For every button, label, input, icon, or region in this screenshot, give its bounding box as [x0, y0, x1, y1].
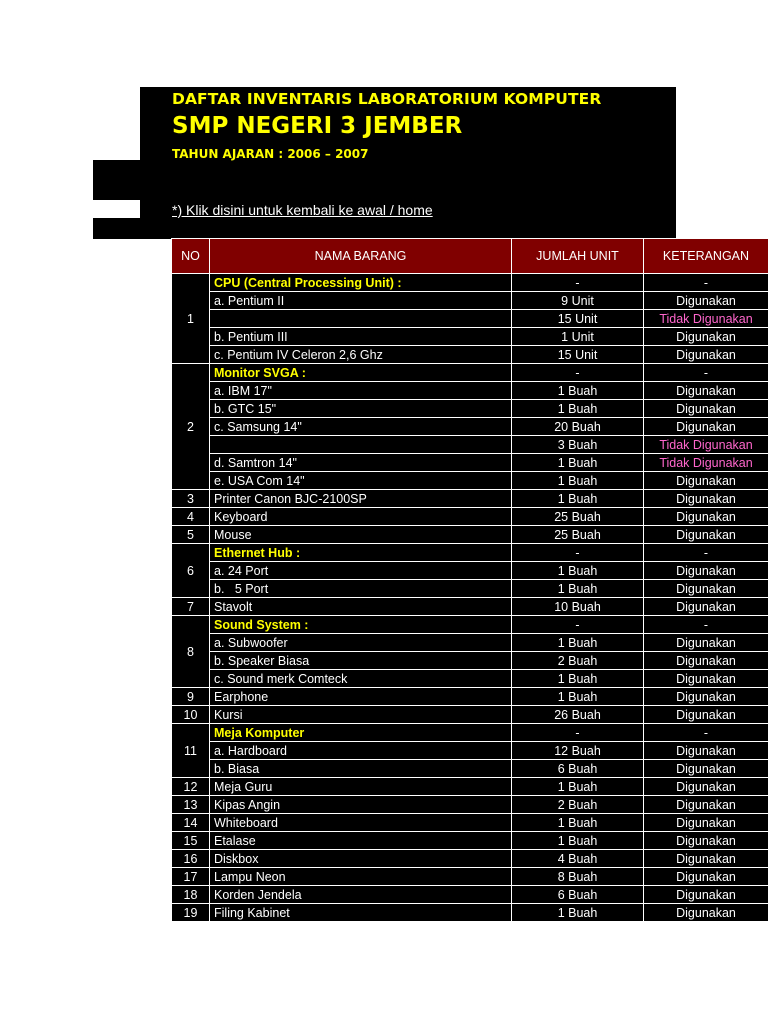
table-row [172, 400, 768, 418]
table-row [172, 472, 768, 490]
table-row [172, 760, 768, 778]
item-name: a. Subwoofer [210, 634, 512, 652]
inventory-table [171, 238, 768, 922]
item-number: 8 [172, 616, 210, 688]
item-quantity: 25 Buah [512, 508, 644, 526]
item-name: Filing Kabinet [210, 904, 512, 922]
table-row [172, 904, 768, 922]
item-quantity: 1 Buah [512, 814, 644, 832]
table-row [172, 616, 768, 634]
item-name: Keyboard [210, 508, 512, 526]
table-body [172, 274, 768, 922]
item-status: - [644, 544, 768, 562]
item-name [210, 436, 512, 454]
item-status: - [644, 616, 768, 634]
item-quantity: 6 Buah [512, 760, 644, 778]
item-number: 5 [172, 526, 210, 544]
item-name: Mouse [210, 526, 512, 544]
table-row [172, 544, 768, 562]
item-name: a. IBM 17" [210, 382, 512, 400]
item-status: Digunakan [644, 796, 768, 814]
item-quantity: 8 Buah [512, 868, 644, 886]
table-row [172, 814, 768, 832]
item-quantity: 1 Buah [512, 562, 644, 580]
item-number: 16 [172, 850, 210, 868]
item-name: b. GTC 15" [210, 400, 512, 418]
table-row [172, 454, 768, 472]
item-name: Kursi [210, 706, 512, 724]
item-status: Digunakan [644, 868, 768, 886]
table-row [172, 652, 768, 670]
column-header-no: NO [172, 239, 210, 274]
table-row [172, 670, 768, 688]
table-row [172, 418, 768, 436]
table-row [172, 562, 768, 580]
item-quantity: 15 Unit [512, 346, 644, 364]
item-status: Tidak Digunakan [644, 454, 768, 472]
item-name: e. USA Com 14" [210, 472, 512, 490]
header-background-left-block [93, 160, 143, 200]
item-quantity: 1 Buah [512, 454, 644, 472]
table-row [172, 292, 768, 310]
item-quantity: 26 Buah [512, 706, 644, 724]
item-quantity: 1 Buah [512, 472, 644, 490]
table-row [172, 580, 768, 598]
item-name: Korden Jendela [210, 886, 512, 904]
category-heading: Ethernet Hub : [210, 544, 512, 562]
item-name: Meja Guru [210, 778, 512, 796]
item-quantity: 1 Buah [512, 688, 644, 706]
item-name: Etalase [210, 832, 512, 850]
item-status: Digunakan [644, 634, 768, 652]
item-number: 1 [172, 274, 210, 364]
item-status: Digunakan [644, 814, 768, 832]
item-quantity: 10 Buah [512, 598, 644, 616]
table-row [172, 382, 768, 400]
column-header-quantity: JUMLAH UNIT [512, 239, 644, 274]
item-status: Digunakan [644, 526, 768, 544]
item-name: Earphone [210, 688, 512, 706]
item-status: Digunakan [644, 670, 768, 688]
item-status: Digunakan [644, 652, 768, 670]
item-quantity: - [512, 364, 644, 382]
item-quantity: 25 Buah [512, 526, 644, 544]
table-row [172, 706, 768, 724]
item-quantity: 2 Buah [512, 652, 644, 670]
item-number: 2 [172, 364, 210, 490]
item-quantity: 15 Unit [512, 310, 644, 328]
item-number: 10 [172, 706, 210, 724]
item-name: Whiteboard [210, 814, 512, 832]
item-name: Diskbox [210, 850, 512, 868]
table-header-row [172, 239, 768, 274]
page-title-line2: SMP NEGERI 3 JEMBER [172, 113, 463, 139]
item-quantity: 9 Unit [512, 292, 644, 310]
item-quantity: - [512, 544, 644, 562]
table-row [172, 310, 768, 328]
item-name: Printer Canon BJC-2100SP [210, 490, 512, 508]
item-name: Lampu Neon [210, 868, 512, 886]
item-quantity: 6 Buah [512, 886, 644, 904]
item-status: Digunakan [644, 778, 768, 796]
item-status: Tidak Digunakan [644, 310, 768, 328]
item-name: Kipas Angin [210, 796, 512, 814]
item-quantity: - [512, 274, 644, 292]
item-number: 15 [172, 832, 210, 850]
table-row [172, 598, 768, 616]
table-row [172, 508, 768, 526]
category-heading: Monitor SVGA : [210, 364, 512, 382]
item-quantity: 2 Buah [512, 796, 644, 814]
table-row [172, 346, 768, 364]
item-name: b. Speaker Biasa [210, 652, 512, 670]
table-row [172, 490, 768, 508]
item-number: 6 [172, 544, 210, 598]
item-name: b. Pentium III [210, 328, 512, 346]
column-header-name: NAMA BARANG [210, 239, 512, 274]
item-status: Digunakan [644, 400, 768, 418]
item-quantity: - [512, 616, 644, 634]
header-background-left-block-lower [93, 218, 143, 239]
item-status: Digunakan [644, 760, 768, 778]
item-status: - [644, 364, 768, 382]
category-heading: Meja Komputer [210, 724, 512, 742]
category-heading: CPU (Central Processing Unit) : [210, 274, 512, 292]
item-number: 3 [172, 490, 210, 508]
item-number: 18 [172, 886, 210, 904]
item-quantity: - [512, 724, 644, 742]
item-name: c. Sound merk Comteck [210, 670, 512, 688]
item-status: Digunakan [644, 706, 768, 724]
item-number: 13 [172, 796, 210, 814]
item-quantity: 1 Buah [512, 490, 644, 508]
item-quantity: 3 Buah [512, 436, 644, 454]
item-name [210, 310, 512, 328]
table-row [172, 778, 768, 796]
table-row [172, 364, 768, 382]
item-name: a. 24 Port [210, 562, 512, 580]
item-status: Digunakan [644, 490, 768, 508]
item-status: Digunakan [644, 328, 768, 346]
item-status: Digunakan [644, 850, 768, 868]
item-status: Digunakan [644, 580, 768, 598]
table-row [172, 868, 768, 886]
category-heading: Sound System : [210, 616, 512, 634]
item-status: Digunakan [644, 688, 768, 706]
item-status: Digunakan [644, 508, 768, 526]
item-number: 19 [172, 904, 210, 922]
item-number: 12 [172, 778, 210, 796]
item-quantity: 4 Buah [512, 850, 644, 868]
item-status: Digunakan [644, 382, 768, 400]
academic-year: TAHUN AJARAN : 2006 – 2007 [172, 147, 369, 161]
table-row [172, 436, 768, 454]
item-status: Digunakan [644, 418, 768, 436]
item-number: 7 [172, 598, 210, 616]
item-number: 14 [172, 814, 210, 832]
table-row [172, 850, 768, 868]
item-quantity: 1 Buah [512, 580, 644, 598]
item-name: a. Pentium II [210, 292, 512, 310]
item-status: Digunakan [644, 742, 768, 760]
item-quantity: 1 Buah [512, 670, 644, 688]
table-row [172, 274, 768, 292]
table-row [172, 742, 768, 760]
item-name: Stavolt [210, 598, 512, 616]
item-quantity: 1 Buah [512, 832, 644, 850]
item-status: Digunakan [644, 904, 768, 922]
item-number: 11 [172, 724, 210, 778]
item-status: Digunakan [644, 346, 768, 364]
item-quantity: 1 Unit [512, 328, 644, 346]
item-status: Tidak Digunakan [644, 436, 768, 454]
item-quantity: 20 Buah [512, 418, 644, 436]
item-quantity: 1 Buah [512, 382, 644, 400]
item-status: Digunakan [644, 598, 768, 616]
item-status: Digunakan [644, 832, 768, 850]
column-header-note: KETERANGAN [644, 239, 768, 274]
table-row [172, 886, 768, 904]
item-name: d. Samtron 14" [210, 454, 512, 472]
page-title-line1: DAFTAR INVENTARIS LABORATORIUM KOMPUTER [172, 90, 602, 108]
item-quantity: 12 Buah [512, 742, 644, 760]
table-row [172, 688, 768, 706]
table-row [172, 796, 768, 814]
home-link[interactable]: *) Klik disini untuk kembali ke awal / home [172, 202, 433, 218]
table-row [172, 634, 768, 652]
item-status: - [644, 274, 768, 292]
item-name: c. Pentium IV Celeron 2,6 Ghz [210, 346, 512, 364]
item-name: c. Samsung 14" [210, 418, 512, 436]
item-name: b. 5 Port [210, 580, 512, 598]
table-row [172, 832, 768, 850]
item-quantity: 1 Buah [512, 904, 644, 922]
table-row [172, 526, 768, 544]
item-status: Digunakan [644, 562, 768, 580]
item-number: 9 [172, 688, 210, 706]
item-status: Digunakan [644, 472, 768, 490]
item-quantity: 1 Buah [512, 778, 644, 796]
table-row [172, 724, 768, 742]
item-quantity: 1 Buah [512, 634, 644, 652]
item-status: Digunakan [644, 886, 768, 904]
item-status: Digunakan [644, 292, 768, 310]
item-number: 17 [172, 868, 210, 886]
item-status: - [644, 724, 768, 742]
table-row [172, 328, 768, 346]
item-quantity: 1 Buah [512, 400, 644, 418]
item-name: b. Biasa [210, 760, 512, 778]
item-number: 4 [172, 508, 210, 526]
item-name: a. Hardboard [210, 742, 512, 760]
